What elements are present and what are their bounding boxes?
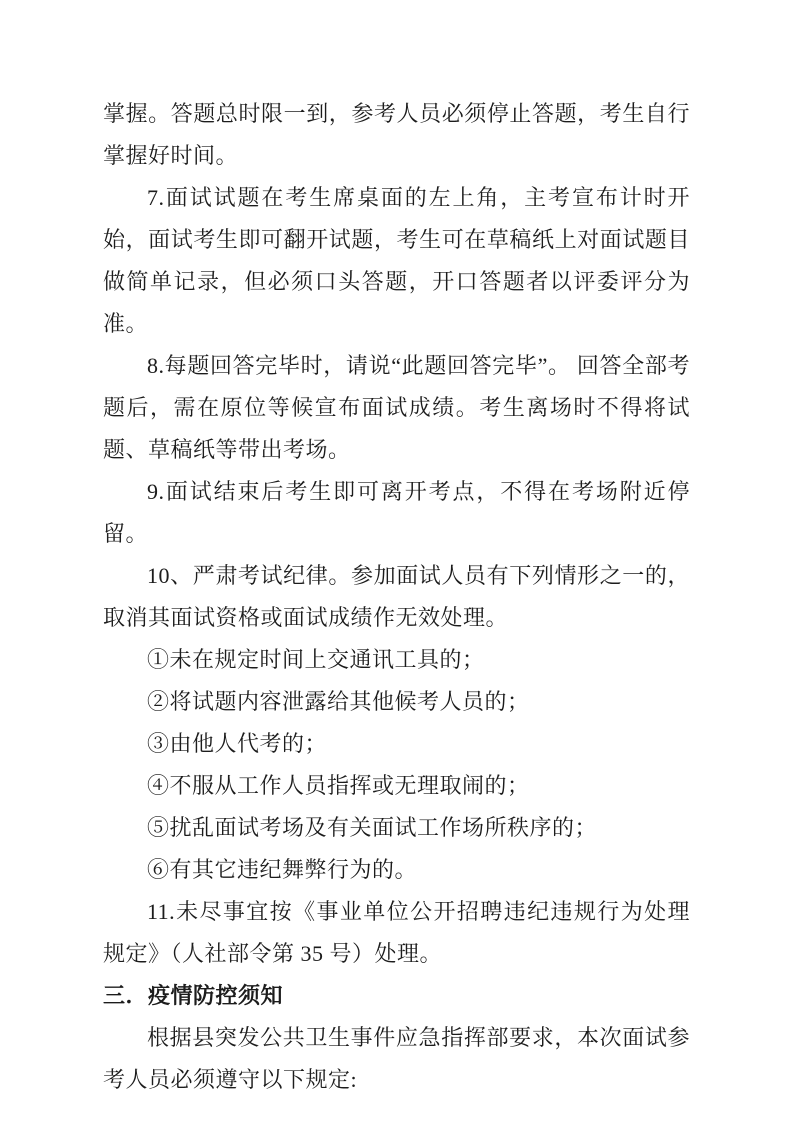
paragraph-item-7: 7.面试试题在考生席桌面的左上角，主考宣布计时开始，面试考生即可翻开试题，考生可在草稿纸上对面试题目做简单记录，但必须口头答题，开口答题者以评委评分为准。 [103, 185, 690, 336]
paragraph-subitem-2: ②将试题内容泄露给其他候考人员的； [147, 689, 530, 714]
paragraph-subitem-3: ③由他人代考的； [147, 731, 328, 756]
paragraph-item-10: 10、严肃考试纪律。参加面试人员有下列情形之一的，取消其面试资格或面试成绩作无效处理。 [103, 563, 690, 630]
paragraph-subitem-4: ④不服从工作人员指挥或无理取闹的； [147, 773, 530, 798]
paragraph-subitem-6: ⑥有其它违纪舞弊行为的。 [147, 857, 418, 882]
paragraph-epidemic-intro: 根据县突发公共卫生事件应急指挥部要求，本次面试参考人员必须遵守以下规定: [103, 1025, 690, 1092]
paragraph-subitem-5: ⑤扰乱面试考场及有关面试工作场所秩序的； [147, 815, 598, 840]
paragraph-item-9: 9.面试结束后考生即可离开考点，不得在考场附近停留。 [103, 479, 690, 546]
section-heading-epidemic-prevention: 三．疫情防控须知 [103, 983, 284, 1008]
paragraph-continuation: 掌握。答题总时限一到，参考人员必须停止答题，考生自行掌握好时间。 [103, 101, 690, 168]
paragraph-item-11: 11.未尽事宜按《事业单位公开招聘违纪违规行为处理规定》（人社部令第 35 号）处理。 [103, 899, 690, 966]
paragraph-subitem-1: ①未在规定时间上交通讯工具的； [147, 647, 485, 672]
paragraph-item-8: 8.每题回答完毕时，请说“此题回答完毕”。 回答全部考题后，需在原位等候宣布面试成绩。考生离场时不得将试题、草稿纸等带出考场。 [103, 353, 690, 462]
